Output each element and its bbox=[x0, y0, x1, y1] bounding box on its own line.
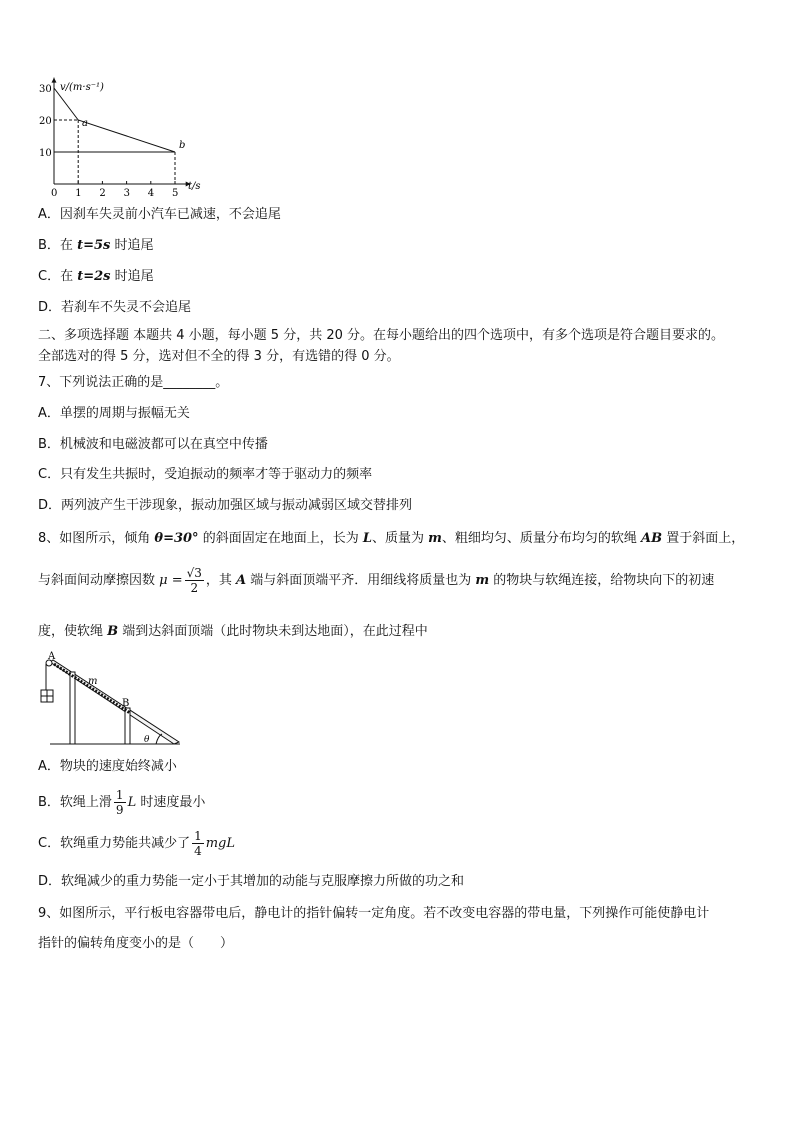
q8-mass-var: m bbox=[428, 531, 442, 546]
q7-option-b: B．机械波和电磁波都可以在真空中传播 bbox=[38, 437, 268, 452]
q8-rope-var: AB bbox=[641, 531, 663, 546]
q7-option-c: C．只有发生共振时，受迫振动的频率才等于驱动力的频率 bbox=[38, 467, 373, 482]
q6-b-prefix: B．在 bbox=[38, 238, 78, 253]
label-theta: θ bbox=[144, 735, 150, 745]
q8-mass-var-2: m bbox=[475, 573, 490, 588]
q6-b-var: t=5s bbox=[77, 238, 111, 253]
x-axis-label: t/s bbox=[188, 181, 201, 192]
q6-option-d: D．若刹车不失灵不会追尾 bbox=[38, 300, 192, 315]
q8-b-numerator: 1 bbox=[115, 788, 124, 802]
point-b-label: b bbox=[179, 140, 186, 151]
q8-mu-symbol: μ = bbox=[159, 573, 183, 588]
q8-mu-denominator: 2 bbox=[190, 581, 199, 595]
velocity-time-graph bbox=[30, 76, 220, 196]
q8-option-d: D．软绳减少的重力势能一定小于其增加的动能与克服摩擦力所做的功之和 bbox=[38, 874, 465, 889]
q8-c-var: mgL bbox=[205, 836, 236, 851]
y-axis-arrow bbox=[52, 78, 57, 83]
support-post-right bbox=[125, 708, 130, 744]
q8-b-prefix: B．软绳上滑 bbox=[38, 795, 112, 810]
q8-text-10: 端到达斜面顶端（此时物块未到达地面），在此过程中 bbox=[118, 624, 428, 639]
x-tick-label: 0 bbox=[51, 188, 58, 196]
label-a: A bbox=[48, 651, 56, 662]
q8-stem-line2 bbox=[38, 566, 714, 596]
q8-option-c bbox=[38, 827, 235, 861]
y-tick-label: 30 bbox=[39, 84, 52, 95]
q8-text-6: ，其 bbox=[205, 573, 237, 588]
q8-text-2: 的斜面固定在地面上，长为 bbox=[198, 531, 363, 546]
q8-mu-numerator: √3 bbox=[186, 566, 202, 580]
q8-b-fraction bbox=[114, 788, 126, 817]
q8-mu-fraction bbox=[185, 566, 204, 595]
q6-c-prefix: C．在 bbox=[38, 269, 78, 284]
q8-c-fraction bbox=[192, 829, 204, 858]
q8-text-8: 的物块与软绳连接，给物块向下的初速 bbox=[489, 573, 715, 588]
q8-text-7: 端与斜面顶端平齐．用细线将质量也为 bbox=[246, 573, 476, 588]
q9-stem-line1: 9、如图所示，平行板电容器带电后，静电计的指针偏转一定角度。若不改变电容器的带电量，下列操作可能使静电计 bbox=[38, 906, 710, 921]
q8-stem-line1 bbox=[38, 530, 744, 548]
q8-theta: θ=30° bbox=[154, 531, 199, 546]
q8-b-var: L bbox=[127, 795, 137, 810]
q6-b-suffix: 时追尾 bbox=[110, 238, 154, 253]
q8-c-prefix: C．软绳重力势能共减少了 bbox=[38, 836, 191, 851]
x-tick-label: 3 bbox=[123, 188, 130, 196]
q8-text-4: 、粗细均匀、质量分布均匀的软绳 bbox=[441, 531, 642, 546]
x-tick-label: 1 bbox=[75, 188, 82, 196]
q8-text-3: 、质量为 bbox=[371, 531, 429, 546]
q8-option-a: A．物块的速度始终减小 bbox=[38, 759, 177, 774]
series-line-a bbox=[54, 88, 175, 152]
x-tick-label: 5 bbox=[172, 188, 179, 196]
q8-b-suffix: 时速度最小 bbox=[136, 795, 206, 810]
q8-friction-text: 与斜面间动摩擦因数 bbox=[38, 573, 160, 588]
q8-text-5: 置于斜面上， bbox=[662, 531, 745, 546]
q8-end-a: A bbox=[236, 573, 247, 588]
label-m: m bbox=[88, 676, 98, 687]
q8-stem-line3 bbox=[38, 623, 428, 641]
q8-end-b: B bbox=[107, 624, 119, 639]
q7-option-d: D．两列波产生干涉现象，振动加强区域与振动减弱区域交替排列 bbox=[38, 498, 413, 513]
q6-c-suffix: 时追尾 bbox=[110, 269, 154, 284]
q6-option-a: A．因刹车失灵前小汽车已减速，不会追尾 bbox=[38, 207, 281, 222]
point-a-label: a bbox=[82, 118, 88, 129]
y-tick-label: 10 bbox=[39, 148, 52, 159]
q8-b-denominator: 9 bbox=[115, 803, 124, 817]
q7-stem: 7、下列说法正确的是________。 bbox=[38, 375, 229, 390]
support-post-left bbox=[70, 672, 75, 744]
label-b: B bbox=[122, 698, 130, 709]
y-axis-label: v/(m·s⁻¹) bbox=[60, 82, 104, 93]
q8-c-denominator: 4 bbox=[194, 844, 202, 858]
x-tick-label: 4 bbox=[147, 188, 155, 196]
q7-option-a: A．单摆的周期与振幅无关 bbox=[38, 406, 190, 421]
x-tick-label: 2 bbox=[99, 188, 106, 196]
section2-line1: 二、多项选择题 本题共 4 小题，每小题 5 分，共 20 分。在每小题给出的四个选项中，有多个选项是符合题目要求的。 bbox=[38, 328, 725, 343]
q6-option-c bbox=[38, 268, 154, 286]
q8-c-numerator: 1 bbox=[194, 829, 202, 843]
section2-line2: 全部选对的得 5 分，选对但不全的得 3 分，有选错的得 0 分。 bbox=[38, 349, 400, 364]
q8-option-b bbox=[38, 786, 205, 820]
q8-text-9: 度，使软绳 bbox=[38, 624, 108, 639]
q8-text-1: 8、如图所示，倾角 bbox=[38, 531, 155, 546]
incline-figure bbox=[34, 650, 184, 750]
q6-option-b bbox=[38, 237, 153, 255]
q8-length-var: L bbox=[362, 531, 372, 546]
q9-stem-line2: 指针的偏转角度变小的是（ ） bbox=[38, 936, 234, 951]
q6-c-var: t=2s bbox=[77, 269, 111, 284]
y-tick-label: 20 bbox=[39, 116, 52, 127]
